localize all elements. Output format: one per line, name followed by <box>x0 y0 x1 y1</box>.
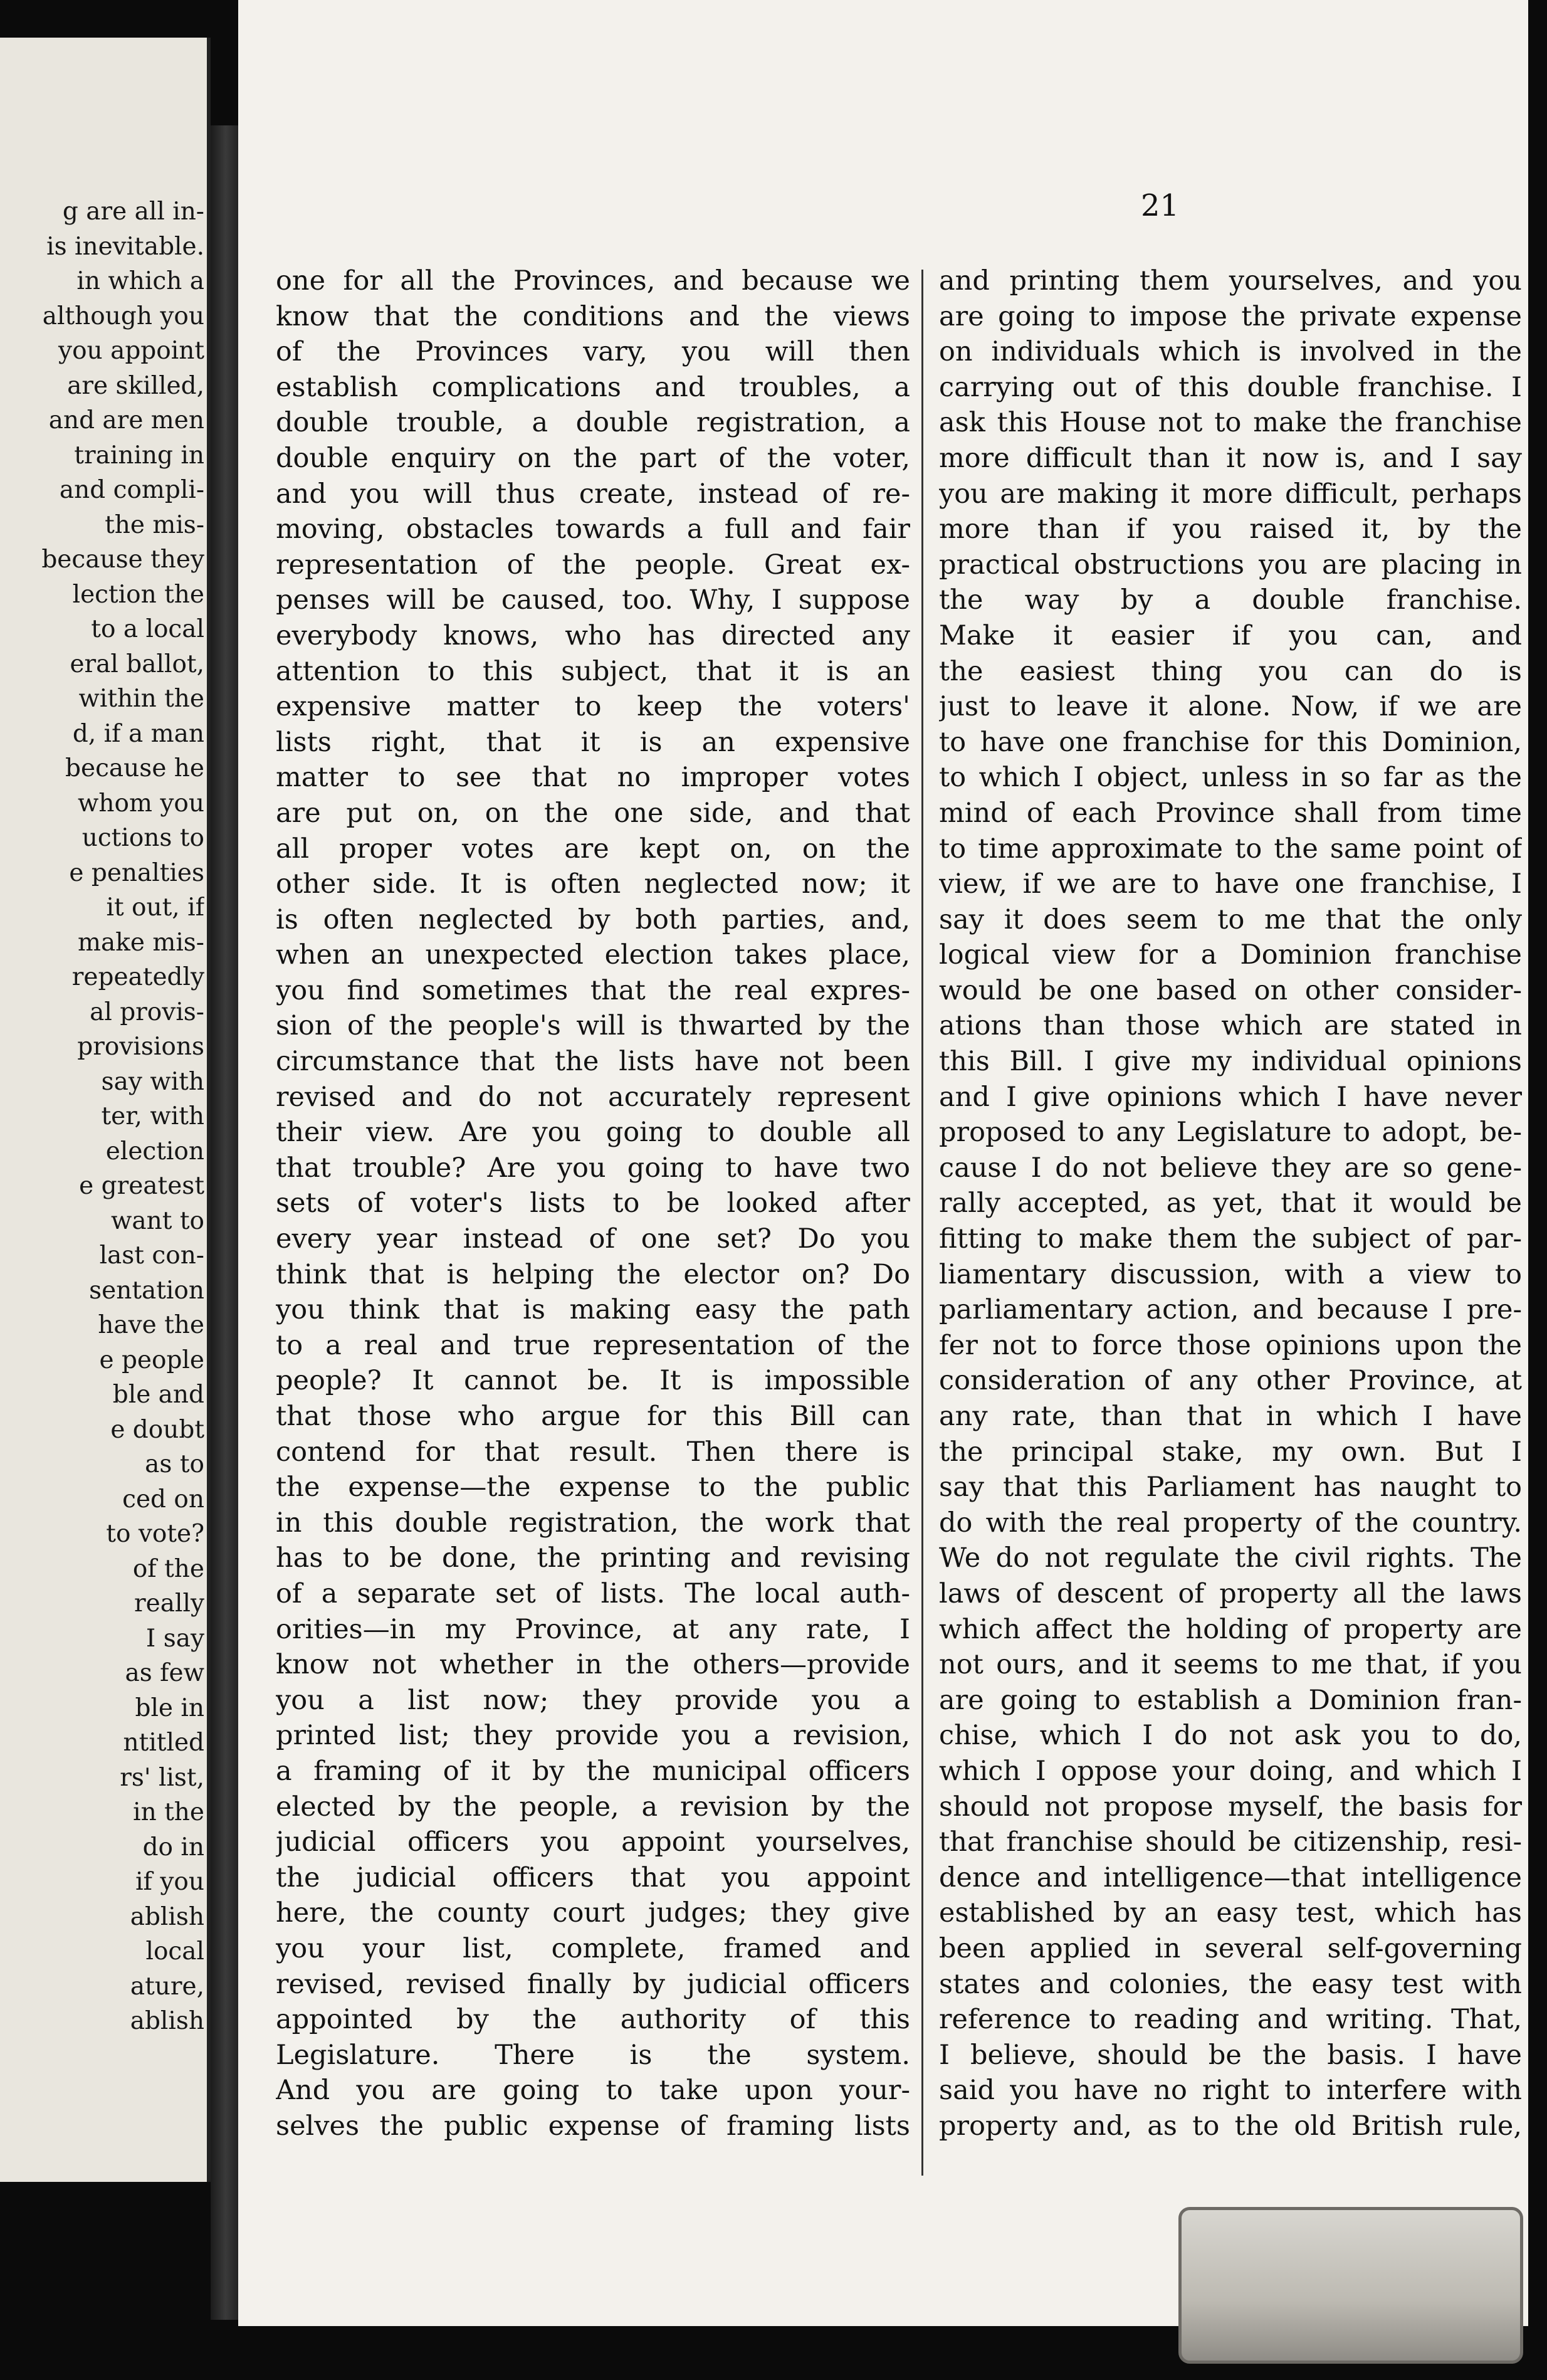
column-divider <box>921 270 923 2176</box>
text-line: laws of descent of property all the laws <box>939 1577 1522 1609</box>
text-line: you find sometimes that the real expres- <box>276 974 910 1006</box>
left-page-line: uctions to <box>81 824 204 852</box>
text-line: rally accepted, as yet, that it would be <box>939 1187 1522 1219</box>
text-line: revised and do not accurately represent <box>276 1081 910 1113</box>
text-line: been applied in several self-governing <box>939 1932 1522 1964</box>
text-line: fer not to force those opinions upon the <box>939 1329 1522 1361</box>
text-line: I believe, should be the basis. I have <box>939 2039 1522 2071</box>
left-page-line: and compli- <box>59 476 204 504</box>
left-page-line: of the <box>132 1554 204 1583</box>
page-number: 21 <box>1141 188 1180 223</box>
text-line: you are making it more difficult, perhaps <box>939 478 1522 510</box>
text-line: of the Provinces vary, you will then <box>276 336 910 368</box>
text-line: carrying out of this double franchise. I <box>939 371 1522 403</box>
left-page-line: although you <box>42 302 204 330</box>
text-line: you a list now; they provide you a <box>276 1684 910 1716</box>
left-page-line: within the <box>78 685 204 713</box>
text-line: a framing of it by the municipal officers <box>276 1755 910 1787</box>
text-line: establish complications and troubles, a <box>276 371 910 403</box>
text-line: parliamentary action, and because I pre- <box>939 1294 1522 1326</box>
text-line: cause I do not believe they are so gene- <box>939 1152 1522 1184</box>
left-page-line: e penalties <box>69 858 204 887</box>
text-line: expensive matter to keep the voters' <box>276 691 910 723</box>
text-line: penses will be caused, too. Why, I suppose <box>276 584 910 616</box>
text-line: liamentary discussion, with a view to <box>939 1258 1522 1290</box>
text-line: selves the public expense of framing lists <box>276 2110 910 2142</box>
text-line: every year instead of one set? Do you <box>276 1223 910 1255</box>
text-line: of a separate set of lists. The local auth- <box>276 1577 910 1609</box>
left-page-line: in the <box>133 1798 204 1826</box>
text-line: you think that is making easy the path <box>276 1294 910 1326</box>
text-line: proposed to any Legislature to adopt, be- <box>939 1117 1522 1149</box>
text-line: would be one based on other consider- <box>939 974 1522 1006</box>
left-page-line: it out, if <box>106 893 204 922</box>
text-line: revised, revised finally by judicial officers <box>276 1968 910 2000</box>
text-line: lists right, that it is an expensive <box>276 726 910 758</box>
left-page-line: sentation <box>89 1276 204 1305</box>
left-page-line: is inevitable. <box>46 232 204 261</box>
left-page-line: e people <box>99 1345 204 1374</box>
left-page-line: ter, with <box>101 1102 204 1130</box>
text-line: their view. Are you going to double all <box>276 1117 910 1149</box>
text-line: Legislature. There is the system. <box>276 2039 910 2071</box>
text-line: you your list, complete, framed and <box>276 1932 910 1964</box>
left-page-fragment <box>0 38 211 2182</box>
text-line: mind of each Province shall from time <box>939 797 1522 829</box>
text-line: say it does seem to me that the only <box>939 903 1522 935</box>
left-page-line: you appoint <box>58 337 204 365</box>
left-page-line: want to <box>111 1206 204 1235</box>
left-page-line: whom you <box>78 789 204 818</box>
text-line: Make it easier if you can, and <box>939 619 1522 651</box>
text-line: and I give opinions which I have never <box>939 1081 1522 1113</box>
text-line: the judicial officers that you appoint <box>276 1861 910 1893</box>
text-line: and you will thus create, instead of re- <box>276 478 910 510</box>
left-page-line: ablish <box>130 2007 204 2035</box>
text-line: that those who argue for this Bill can <box>276 1401 910 1432</box>
paper-clip <box>1178 2207 1523 2364</box>
text-line: orities—in my Province, at any rate, I <box>276 1613 910 1645</box>
left-page-line: g are all in- <box>62 197 204 226</box>
text-line: view, if we are to have one franchise, I <box>939 868 1522 900</box>
left-page-line: ablish <box>130 1902 204 1931</box>
text-line: do with the real property of the country. <box>939 1507 1522 1539</box>
text-line: are going to impose the private expense <box>939 300 1522 332</box>
text-line: more than if you raised it, by the <box>939 513 1522 545</box>
text-line: judicial officers you appoint yourselves, <box>276 1826 910 1858</box>
text-line: double enquiry on the part of the voter, <box>276 442 910 474</box>
text-line: said you have no right to interfere with <box>939 2075 1522 2107</box>
text-line: And you are going to take upon your- <box>276 2075 910 2107</box>
text-line: know that the conditions and the views <box>276 300 910 332</box>
text-line: states and colonies, the easy test with <box>939 1968 1522 2000</box>
text-line: circumstance that the lists have not been <box>276 1046 910 1078</box>
left-page-line: say with <box>101 1067 204 1096</box>
text-column-right <box>939 263 1522 2144</box>
left-page-line: e doubt <box>110 1415 204 1444</box>
left-page-line: to a local <box>91 615 204 643</box>
text-line: the way by a double franchise. <box>939 584 1522 616</box>
left-page-line: provisions <box>77 1033 204 1061</box>
text-line: consideration of any other Province, at <box>939 1365 1522 1397</box>
text-line: logical view for a Dominion franchise <box>939 939 1522 971</box>
left-page-line: I say <box>145 1624 204 1653</box>
text-line: which I oppose your doing, and which I <box>939 1755 1522 1787</box>
left-page-line: ble in <box>135 1693 204 1722</box>
text-line: dence and intelligence—that intelligence <box>939 1861 1522 1893</box>
text-line: attention to this subject, that it is an <box>276 655 910 687</box>
text-line: are put on, on the one side, and that <box>276 797 910 829</box>
text-line: has to be done, the printing and revising <box>276 1542 910 1574</box>
text-line: established by an easy test, which has <box>939 1897 1522 1929</box>
text-line: more difficult than it now is, and I say <box>939 442 1522 474</box>
text-line: is often neglected by both parties, and, <box>276 903 910 935</box>
left-page-line: to vote? <box>106 1520 204 1548</box>
text-line: one for all the Provinces, and because we <box>276 265 910 297</box>
text-line: to a real and true representation of the <box>276 1329 910 1361</box>
text-line: property and, as to the old British rule, <box>939 2110 1522 2142</box>
text-line: fitting to make them the subject of par- <box>939 1223 1522 1255</box>
text-line: moving, obstacles towards a full and fair <box>276 513 910 545</box>
text-line: that franchise should be citizenship, resi- <box>939 1826 1522 1858</box>
text-line: ask this House not to make the franchise <box>939 407 1522 439</box>
left-page-line: eral ballot, <box>70 650 204 678</box>
text-line: the expense—the expense to the public <box>276 1472 910 1503</box>
text-line: matter to see that no improper votes <box>276 762 910 794</box>
text-line: everybody knows, who has directed any <box>276 619 910 651</box>
text-line: printed list; they provide you a revision, <box>276 1720 910 1752</box>
text-line: other side. It is often neglected now; it <box>276 868 910 900</box>
text-line: just to leave it alone. Now, if we are <box>939 691 1522 723</box>
left-page-line: ced on <box>122 1485 204 1514</box>
text-line: are going to establish a Dominion fran- <box>939 1684 1522 1716</box>
text-line: appointed by the authority of this <box>276 2004 910 2036</box>
left-page-line: local <box>145 1937 204 1966</box>
text-line: all proper votes are kept on, on the <box>276 833 910 865</box>
text-line: to time approximate to the same point of <box>939 833 1522 865</box>
left-page-line: are skilled, <box>67 371 204 400</box>
left-page-line: al provis- <box>90 998 204 1026</box>
text-line: should not propose myself, the basis for <box>939 1791 1522 1823</box>
text-line: sets of voter's lists to be looked after <box>276 1187 910 1219</box>
text-column-left <box>276 263 910 2144</box>
text-line: that trouble? Are you going to have two <box>276 1152 910 1184</box>
left-page-line: have the <box>98 1311 204 1339</box>
text-line: representation of the people. Great ex- <box>276 549 910 581</box>
left-page-line: repeatedly <box>71 963 204 991</box>
left-page-line: make mis- <box>78 928 204 957</box>
text-line: the principal stake, my own. But I <box>939 1436 1522 1468</box>
left-page-line: e greatest <box>79 1172 204 1200</box>
left-page-line: and are men <box>48 406 204 434</box>
left-page-line: as to <box>145 1450 204 1478</box>
text-line: chise, which I do not ask you to do, <box>939 1720 1522 1752</box>
text-line: think that is helping the elector on? Do <box>276 1258 910 1290</box>
left-page-line: really <box>134 1589 204 1618</box>
left-page-line: ature, <box>130 1972 204 2001</box>
text-line: when an unexpected election takes place, <box>276 939 910 971</box>
text-line: ations than those which are stated in <box>939 1010 1522 1042</box>
text-line: sion of the people's will is thwarted by the <box>276 1010 910 1042</box>
left-page-line: in which a <box>76 267 204 295</box>
text-line: in this double registration, the work that <box>276 1507 910 1539</box>
left-page-line: training in <box>74 441 204 470</box>
left-page-line: ntitled <box>123 1729 204 1757</box>
left-page-line: as few <box>125 1659 204 1687</box>
left-page-line: if you <box>135 1868 204 1896</box>
text-line: We do not regulate the civil rights. The <box>939 1542 1522 1574</box>
text-line: on individuals which is involved in the <box>939 336 1522 368</box>
text-line: practical obstructions you are placing in <box>939 549 1522 581</box>
text-line: not ours, and it seems to me that, if you <box>939 1649 1522 1681</box>
text-line: contend for that result. Then there is <box>276 1436 910 1468</box>
left-page-line: election <box>105 1137 204 1166</box>
left-page-line: rs' list, <box>120 1763 204 1792</box>
text-line: people? It cannot be. It is impossible <box>276 1365 910 1397</box>
text-line: the easiest thing you can do is <box>939 655 1522 687</box>
left-page-line: because he <box>65 754 204 782</box>
text-line: any rate, than that in which I have <box>939 1401 1522 1432</box>
text-line: say that this Parliament has naught to <box>939 1472 1522 1503</box>
text-line: here, the county court judges; they give <box>276 1897 910 1929</box>
text-line: and printing them yourselves, and you <box>939 265 1522 297</box>
left-page-line: the mis- <box>105 510 204 539</box>
left-page-line: lection the <box>72 580 204 609</box>
text-line: know not whether in the others—provide <box>276 1649 910 1681</box>
text-line: which affect the holding of property are <box>939 1613 1522 1645</box>
left-page-line: last con- <box>99 1241 204 1270</box>
text-line: to have one franchise for this Dominion, <box>939 726 1522 758</box>
text-line: double trouble, a double registration, a <box>276 407 910 439</box>
text-line: this Bill. I give my individual opinions <box>939 1046 1522 1078</box>
left-page-line: ble and <box>112 1381 204 1409</box>
left-page-line: because they <box>41 545 204 574</box>
left-page-line: do in <box>142 1833 204 1861</box>
text-line: elected by the people, a revision by the <box>276 1791 910 1823</box>
text-line: reference to reading and writing. That, <box>939 2004 1522 2036</box>
left-page-line: d, if a man <box>72 719 204 748</box>
text-line: to which I object, unless in so far as the <box>939 762 1522 794</box>
